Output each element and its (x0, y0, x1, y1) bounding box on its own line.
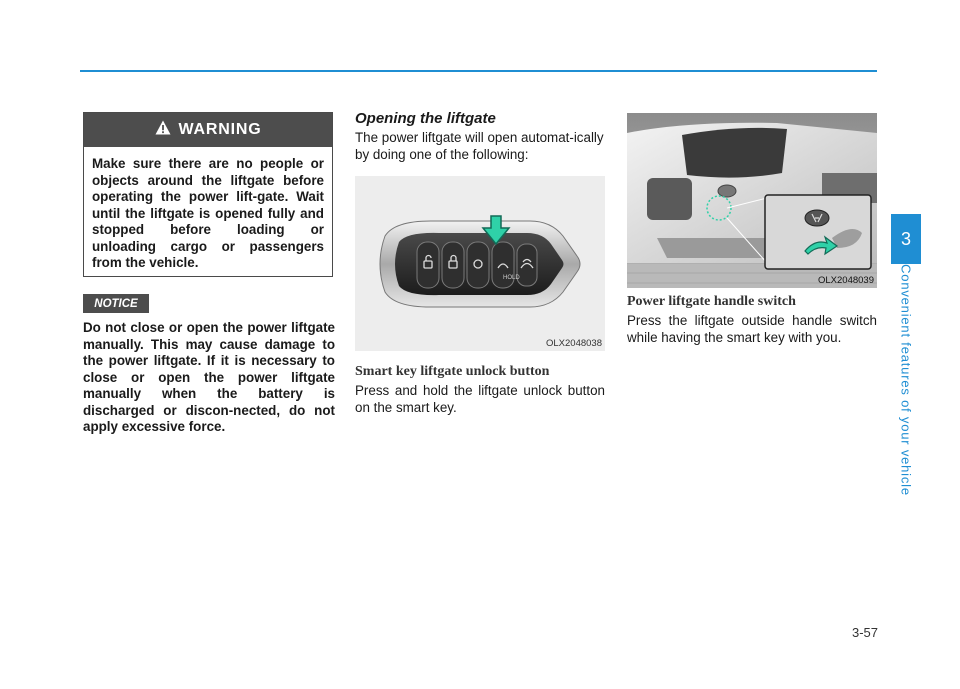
liftgate-handle-figure (627, 113, 877, 288)
handle-switch-caption: Power liftgate handle switch (627, 294, 796, 309)
smart-key-figure (355, 176, 605, 351)
section-title: Convenient features of your vehicle (898, 264, 914, 496)
warning-text: Make sure there are no people or objects around the liftgate before operating the power lift-gate. Wait until the liftgate is opened fully and stopped before loading or unloading cargo or passengers from the vehicle. (92, 156, 324, 270)
intro-text: The power liftgate will open automat-ically by doing one of the following: (355, 130, 604, 162)
notice-text: Do not close or open the power liftgate manually. This may cause damage to the power liftgate. If it is necessary to close or open the power liftgate manually when the battery is discharged or discon-nected, do not apply excessive force. (83, 320, 335, 434)
handle-switch-text: Press the liftgate outside handle switch while having the smart key with you. (627, 313, 877, 345)
chapter-tab: 3 (891, 214, 921, 264)
hold-label: HOLD (503, 275, 520, 281)
warning-header (84, 113, 332, 147)
top-rule (80, 70, 877, 72)
smart-key-caption: Smart key liftgate unlock button (355, 364, 550, 379)
page-number: 3-57 (851, 625, 878, 640)
figure-code: OLX2048039 (818, 275, 874, 286)
warning-title: WARNING (178, 121, 262, 138)
figure-code: OLX2048038 (546, 338, 602, 349)
vehicle-rear-illustration (627, 113, 877, 288)
smart-key-text: Press and hold the liftgate unlock button on the smart key. (355, 383, 605, 415)
warning-box (83, 112, 333, 277)
section-heading: Opening the liftgate (355, 110, 496, 127)
smart-key-illustration (355, 176, 605, 351)
notice-badge: NOTICE (83, 294, 149, 313)
warning-triangle-icon (155, 120, 171, 140)
